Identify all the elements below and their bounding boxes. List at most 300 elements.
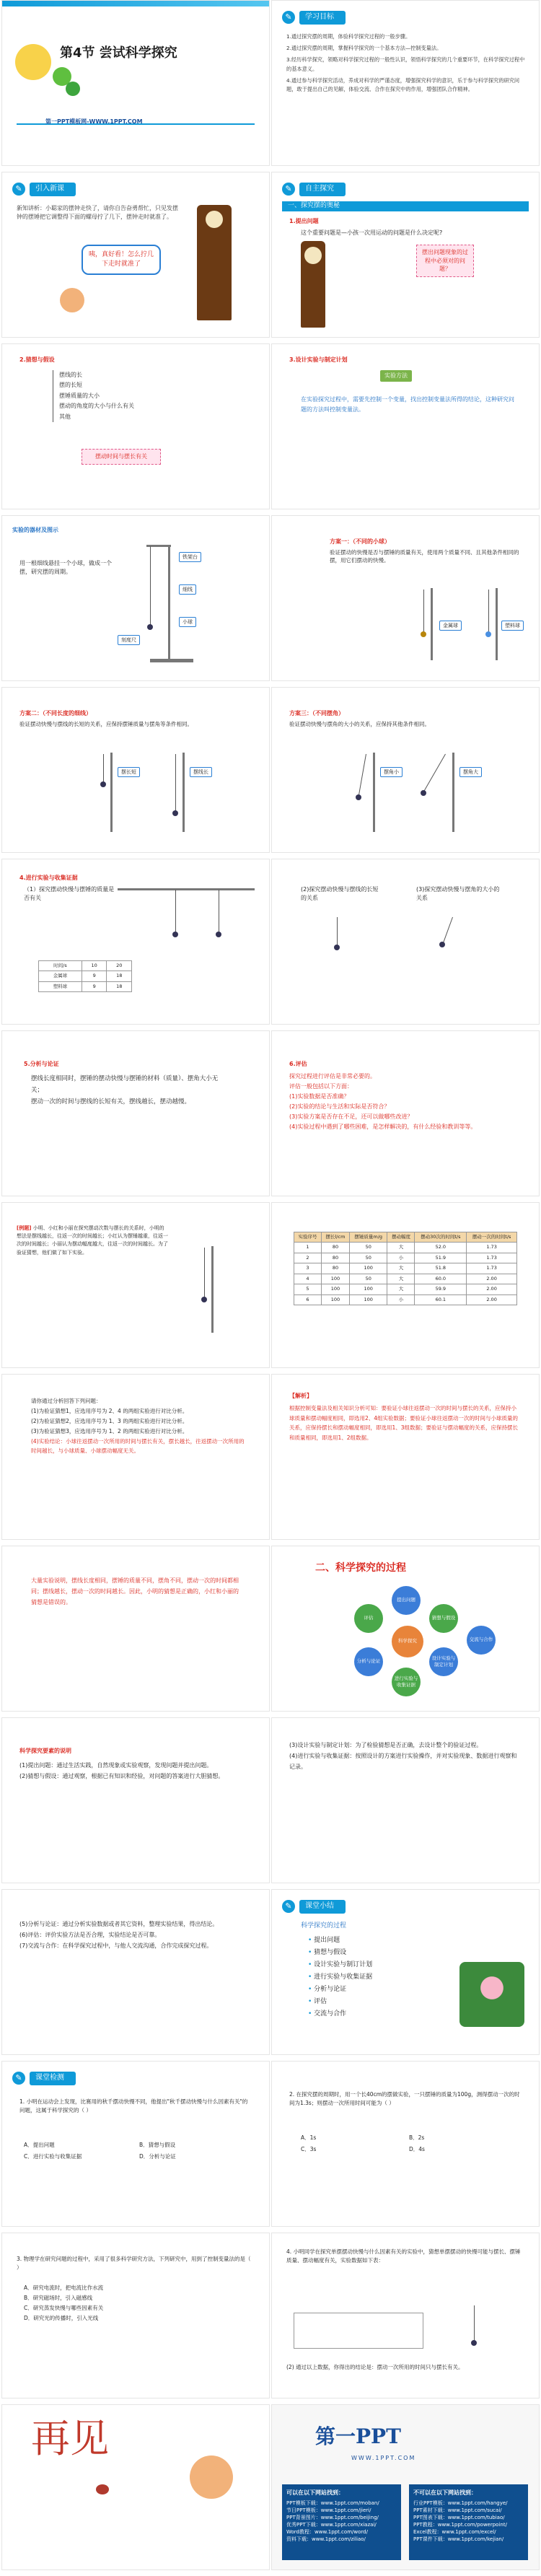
summary-list [308, 1936, 372, 2022]
table-cell: 51.9 [415, 1253, 467, 1263]
table-cell: 4 [294, 1274, 322, 1284]
lesson-title: 第4节 尝试科学探究 [60, 45, 177, 61]
string [175, 754, 176, 812]
table-row [39, 981, 132, 991]
promo-box-right [409, 2484, 528, 2560]
analysis-label: 【解析】 [289, 1393, 312, 1399]
section-header [282, 11, 346, 25]
answer-table [294, 2313, 423, 2349]
step-label: 2.猜想与假设 [19, 356, 55, 363]
promo-link[interactable]: Excel教程：www.1ppt.com/excel/ [413, 2529, 496, 2536]
slide-process [271, 1546, 540, 1712]
quiz-question: 3. 物理学在研究问题的过程中，采用了很多科学研究方法，下列研究中，用到了控制变量法的是（ ） [17, 2256, 251, 2271]
slide-goodbye [1, 2404, 270, 2570]
butterfly-icon [96, 2484, 109, 2494]
element-line: (4)进行实验与收集证据：按照设计的方案进行实验操作，并对实验现象、数据进行观察和记录。 [289, 1753, 517, 1771]
label-tag: 铁架台 [179, 552, 201, 562]
analysis-answer-text: 根据控制变量法及相关知识分析可知：要验证小球往返摆动一次的时间与摆长的关系，应保持小球质量和摆动幅度相同，即选用2、4组实验数据；要验证小球往返摆动一次的时间与小球质量的关系，应保持摆长和摆动幅度相同，即选用1、3组数据；要验证与摆动幅度的关系，应保持摆长和质量相同，即选用1、2组数据。 [289, 1405, 519, 1441]
table-row [294, 1232, 517, 1243]
table-row [294, 1274, 517, 1284]
slide-quiz-1 [1, 2061, 270, 2227]
slide-explore [271, 172, 540, 338]
hypothesis-item: 摆的长短 [59, 382, 82, 389]
promo-link[interactable]: PPT课件下载：www.1ppt.com/kejian/ [413, 2536, 504, 2543]
analysis-line: 摆动一次的时间与摆线的长短有关，摆线越长，摆动越慢。 [31, 1098, 191, 1106]
slide-title [1, 0, 270, 166]
quiz-question: 4. 小明同学在探究单摆摆动快慢与什么因素有关的实验中，猜想单摆摆动的快慢可能与摆长、摆锤质量、摆动幅度有关，实验数据如下表： [286, 2248, 521, 2264]
slide-quiz-4 [271, 2233, 540, 2398]
process-center: 科学探究 [392, 1626, 423, 1657]
table-cell: 18 [107, 981, 132, 991]
table-cell: 50 [349, 1274, 387, 1284]
promo-box-left [282, 2484, 401, 2560]
slide-row [0, 687, 541, 859]
top-band [2, 1, 269, 6]
slide-quiz-3 [1, 2233, 270, 2398]
slide-row [0, 1374, 541, 1546]
subsection-bar: 一、探究摆的奥秘 [282, 201, 529, 211]
slide-experiment [1, 859, 270, 1025]
slide-analysis-answer [271, 1374, 540, 1540]
string [423, 754, 446, 792]
label-tag: 摆角小 [380, 767, 403, 777]
slide-elements-3 [1, 1889, 270, 2055]
element-line: (2)猜想与假设：通过观察，根据已有知识和经验，对问题的答案进行大胆猜想。 [19, 1773, 224, 1780]
question-text: (3)探究摆动快慢与摆角的大小的关系 [416, 886, 500, 901]
summary-item: • 提出问题 [308, 1936, 372, 1945]
book-icon: ✎ [12, 183, 25, 196]
section-header [282, 1900, 346, 1914]
hypothesis-list [53, 370, 134, 422]
summary-item: • 交流与合作 [308, 2010, 372, 2019]
slide-plan1 [271, 515, 540, 681]
promo-link[interactable]: 资料下载：www.1ppt.com/ziliao/ [286, 2536, 366, 2543]
header-label: 课堂检测 [30, 2072, 76, 2085]
table-cell: 9 [82, 971, 107, 981]
book-icon: ✎ [282, 11, 295, 24]
stand-pole [182, 753, 185, 832]
girl-character-icon [190, 2455, 233, 2499]
table-cell: 大 [387, 1274, 415, 1284]
ball-icon [356, 794, 361, 800]
slide-goals [271, 0, 540, 166]
quiz-option: B．研究磁场时，引入磁感线 [24, 2295, 93, 2301]
table-header-cell: 摆锤质量m/g [349, 1232, 387, 1243]
string [423, 590, 424, 633]
string [175, 890, 176, 933]
label-tag: 小球 [179, 617, 196, 627]
lotus-photo [459, 1962, 524, 2027]
table-cell: 大 [387, 1284, 415, 1294]
section-header [12, 2072, 76, 2085]
table-cell: 100 [321, 1294, 349, 1305]
string [488, 590, 489, 633]
slide-row [0, 172, 541, 343]
summary-item: • 猜想与假设 [308, 1948, 372, 1958]
process-step: 分析与论证 [354, 1647, 383, 1676]
table-cell: 100 [349, 1284, 387, 1294]
table-row [39, 961, 132, 971]
slide-row [0, 1202, 541, 1374]
quiz-option: C．进行实验与收集证据 [24, 2153, 82, 2160]
table-cell: 59.9 [415, 1284, 467, 1294]
gear-icon [66, 82, 80, 96]
slide-analysis [1, 1030, 270, 1196]
plan-title: 方案三：（不同摆角） [289, 710, 344, 717]
goal-item: 4.通过参与科学探究活动，养成对科学的严谨态度，增强探究科学的意识，乐于参与科学探究的研究问题，敢于提出自己的见解，体验交流、合作在探究中的作用，增强团队合作精神。 [286, 76, 520, 93]
table-cell: 5 [294, 1284, 322, 1294]
quiz-option: D．4s [409, 2146, 425, 2152]
book-icon: ✎ [12, 2072, 25, 2085]
book-icon: ✎ [282, 1900, 295, 1913]
chapter-strip: 第一章 走进物理世界 [89, 7, 129, 12]
goodbye-text: 再见 [31, 2416, 109, 2461]
question-line: (1)为验证猜想1，应选用序号为 2、4 的两组实验进行对比分析。 [31, 1407, 188, 1414]
quiz-option: C．3s [301, 2146, 317, 2152]
label-tag: 细线 [179, 584, 196, 595]
promo-link[interactable]: PPT模板下载：www.1ppt.com/moban/ [286, 2500, 379, 2506]
hypothesis-item: 摆线的长 [59, 372, 82, 378]
step-label: 1.提出问题 [289, 218, 319, 224]
element-line: (5)分析与论证：通过分析实验数据或者其它资料，整理实验结果，得出结论。 [19, 1921, 219, 1927]
ball-icon [485, 631, 491, 637]
evaluate-line: 探究过程进行评估是非常必要的。 [289, 1073, 376, 1079]
string [337, 917, 338, 946]
header-label: 课堂小结 [299, 1900, 346, 1914]
table-cell: 大 [387, 1263, 415, 1274]
promo-box-title: 可以在以下网站找到： [286, 2489, 344, 2496]
support-beam [118, 888, 255, 890]
process-step: 评估 [354, 1604, 383, 1633]
slide-elements-2 [271, 1717, 540, 1883]
string [359, 754, 366, 797]
label-tag: 刻度尺 [118, 635, 140, 645]
slide-hypothesis [1, 343, 270, 509]
hypothesis-item: 摆锤质量的大小 [59, 392, 100, 399]
header-label: 引入新课 [30, 183, 76, 196]
section-header [12, 183, 76, 196]
quiz-option: B．2s [409, 2134, 425, 2141]
table-cell: 100 [321, 1284, 349, 1294]
slide-row [0, 859, 541, 1030]
ball-icon [201, 1297, 207, 1302]
question-line: (2)为验证猜想2，应选用序号为 1、3 的两组实验进行对比分析。 [31, 1417, 188, 1424]
ball-icon [439, 942, 445, 947]
table-cell: 1.73 [467, 1263, 517, 1274]
step-label: 实验的器材及图示 [12, 527, 58, 533]
process-step: 交流与合作 [467, 1626, 496, 1655]
evaluate-line: (2)实验的结论与生活和实际是否符合？ [289, 1103, 390, 1110]
table-header-cell: 实验序号 [294, 1232, 322, 1243]
table-cell: 2.00 [467, 1274, 517, 1284]
promo-link[interactable]: 优秀PPT下载：www.1ppt.com/xiazai/ [286, 2522, 377, 2528]
label-tag: 塑料球 [501, 621, 524, 631]
table-cell: 塑料球 [39, 981, 82, 991]
promo-link[interactable]: PPT图表下载：www.1ppt.com/tubiao/ [413, 2514, 505, 2520]
table-cell: 1.73 [467, 1253, 517, 1263]
ball-icon [216, 932, 221, 937]
stand-base [150, 659, 193, 662]
ball-icon [421, 631, 426, 637]
table-header-cell: 摆长l/cm [321, 1232, 349, 1243]
table-header-cell: 摆动一次的时间t/s [467, 1232, 517, 1243]
table-cell: 80 [321, 1263, 349, 1274]
slide-row [0, 1889, 541, 2061]
element-line: (1)提出问题：通过生活实践，自然现象或实验观察，发现问题并提出问题。 [19, 1762, 213, 1769]
ball-icon [172, 932, 178, 937]
table-row [294, 1243, 517, 1253]
quiz-option: D．分析与论证 [139, 2153, 176, 2160]
quiz-option: A．研究电流时，把电流比作水流 [24, 2284, 104, 2291]
table-cell: 3 [294, 1263, 322, 1274]
table-cell: 2 [294, 1253, 322, 1263]
slide-conclusion [1, 1546, 270, 1712]
table-cell: 20 [107, 961, 132, 971]
table-cell: 大 [387, 1243, 415, 1253]
elements-label: 科学探究要素的说明 [19, 1748, 71, 1754]
label-tag: 金属球 [439, 621, 462, 631]
table-header-cell: 摆动30次的时间t/s [415, 1232, 467, 1243]
process-title: 二、科学探究的过程 [315, 1562, 406, 1574]
label-tag: 摆长短 [118, 767, 140, 777]
table-row [294, 1294, 517, 1305]
process-step: 提出问题 [392, 1586, 421, 1615]
questions-list [31, 1396, 247, 1456]
table-cell: 小 [387, 1253, 415, 1263]
slide-questions [1, 1374, 270, 1540]
grandfather-clock-icon [301, 241, 325, 328]
book-icon: ✎ [282, 183, 295, 196]
plan-title: 方案二：（不同长度的细线） [19, 710, 92, 717]
slide-experiment-2 [271, 859, 540, 1025]
summary-item: • 评估 [308, 1997, 372, 2007]
table-cell: 60.0 [415, 1274, 467, 1284]
question-text: （1）探究摆动快慢与摆锤的质量是否有关 [24, 886, 115, 901]
plan-text: 验证摆动快慢与摆角的大小的关系，应保持其他条件相同。 [289, 721, 430, 727]
step-label: 3.设计实验与制定计划 [289, 356, 348, 363]
stand-pole [211, 1246, 214, 1333]
slide-intro [1, 172, 270, 338]
process-step: 设计实验与制定计划 [429, 1647, 458, 1676]
string [204, 1248, 205, 1298]
hint-box: 摆出问题现象的过程中必须对的问题？ [416, 245, 474, 277]
question-line: (3)为验证猜想3，应选用序号为 1、2 的两组实验进行对比分析。 [31, 1427, 188, 1434]
quiz-option: D．研究光的传播时，引入光线 [24, 2315, 99, 2321]
slide-promo [271, 2404, 540, 2570]
ball-icon [147, 624, 153, 630]
quiz-question: 1. 小明在运动会上发现，比赛用的秋千摆动快慢不同，他提出"秋千摆动快慢与什么因素有关"的问题，这属于科学探究的（ ） [19, 2098, 248, 2113]
goal-item: 3.经历科学探究，领略对科学探究过程的一般性认识，领悟科学探究的几个重要环节，在科学探究过程中的基本意义。 [286, 56, 525, 72]
string [150, 546, 151, 626]
evaluate-line: (1)实验数据是否准确？ [289, 1093, 350, 1100]
example-label: [例题] [17, 1225, 32, 1231]
table-cell: 50 [349, 1253, 387, 1263]
process-step: 进行实验与收集证据 [392, 1668, 421, 1696]
example-body: 小明、小红和小丽在探究摆动次数与摆长的关系时，小明的想法是摆线越长，往返一次的时间越长；小红认为摆锤越重，往返一次的时间越长；小丽认为摆动幅度越大，往返一次的时间越长。为了验证猜想，他们做了如下实验。 [17, 1225, 168, 1256]
slide-evaluate [271, 1030, 540, 1196]
table-cell: 51.8 [415, 1263, 467, 1274]
slide-row [0, 515, 541, 687]
summary-subtitle: 科学探究的过程 [301, 1922, 347, 1929]
question-line: (4)实验结论：小球往返摆动一次所用的时间与摆长有关，摆长越长，往返摆动一次所用的时间越长，与小球质量、小球摆动幅度无关。 [31, 1437, 245, 1455]
girl-character-icon [15, 44, 51, 80]
stand-pole [373, 753, 375, 832]
evaluate-list [289, 1072, 522, 1132]
plan-text: 验证摆动快慢与摆线的长短的关系，应保持摆锤质量与摆角等条件相同。 [19, 721, 193, 727]
ball-icon [100, 781, 106, 787]
table-row [294, 1263, 517, 1274]
label-tag: 摆角大 [459, 767, 482, 777]
slide-summary [271, 1889, 540, 2055]
stand-pole [452, 753, 454, 832]
promo-box-title: 不可以在以下网站找到： [413, 2489, 477, 2496]
site-text: 第一PPT模板网-WWW.1PPT.COM [45, 118, 143, 125]
speech-bubble: 咦，真好看！怎么拧几下走时就准了 [82, 245, 161, 275]
string [474, 2305, 475, 2341]
stand-pole [496, 588, 498, 660]
table-cell: 1.73 [467, 1243, 517, 1253]
slide-row [0, 2404, 541, 2576]
table-cell: 18 [107, 971, 132, 981]
table-cell: 52.0 [415, 1243, 467, 1253]
equipment-text: 用一根细线悬挂一个小球，做成一个摆，研究摆的周期。 [19, 560, 112, 575]
table-cell: 9 [82, 981, 107, 991]
quiz-option: A．1s [301, 2134, 317, 2141]
conclusion-text: 大量实验说明，摆线长度相同，摆锤的质量不同，摆角不同，摆动一次的时间都相同；摆线越长，摆动一次的时间越长。因此，小明的猜想是正确的，小红和小丽的猜想是错误的。 [31, 1577, 239, 1606]
table-cell: 50 [349, 1243, 387, 1253]
table-cell: 80 [321, 1243, 349, 1253]
slide-plan2 [1, 687, 270, 853]
slide-plan3 [271, 687, 540, 853]
slide-row [0, 1717, 541, 1889]
hint-box: 摆动时间与摆长有关 [82, 449, 161, 465]
string [442, 917, 453, 945]
step-label: 6.评估 [289, 1061, 307, 1067]
method-tag: 实验方法 [380, 370, 412, 382]
quiz-question: 2. 在探究摆的周期时，用一个长40cm的摆做实验，一只摆锤的质量为100g，测得摆动一次的时间为1.3s；则摆动一次所用时间可能为（ ） [289, 2091, 520, 2106]
table-cell: 60.1 [415, 1294, 467, 1305]
slide-row [0, 1030, 541, 1202]
goals-list [286, 32, 526, 97]
slide-row [0, 0, 541, 172]
stand-pole [431, 588, 433, 660]
summary-item: • 分析与论证 [308, 1985, 372, 1994]
table-cell: 金属球 [39, 971, 82, 981]
promo-link[interactable]: PPT教程：www.1ppt.com/powerpoint/ [413, 2522, 507, 2528]
table-cell: 2.00 [467, 1294, 517, 1305]
intro-text: 新知讲析：小聪家的摆钟走快了，请你自告奋勇帮忙，只见发摆钟的摆锤把它调整得下面的螺母拧了几下，摆钟走时就准了。 [17, 205, 178, 220]
slide-quiz-2 [271, 2061, 540, 2227]
promo-link[interactable]: 行业PPT模板：www.1ppt.com/hangye/ [413, 2500, 508, 2506]
table-cell: 2.00 [467, 1284, 517, 1294]
hypothesis-item: 摆动的角度的大小与什么有关 [59, 403, 134, 410]
table-cell: 1 [294, 1243, 322, 1253]
design-text: 在实验探究过程中，需要先控制一个变量，找出控制变量法所得的结论，这种研究问题的方法叫控制变量法。 [301, 396, 514, 413]
question-text: 这个重要问题是—小孩一次用运动的问题是什么决定呢? [301, 229, 443, 236]
elements-list [19, 1760, 252, 1782]
stand-pole [168, 545, 170, 660]
question-text: (2)探究摆动快慢与摆线的长短的关系 [301, 886, 379, 901]
quiz-option: A．提出问题 [24, 2142, 55, 2148]
header-label: 学习目标 [299, 11, 346, 25]
table-cell: 小 [387, 1294, 415, 1305]
evaluate-line: 评估一般包括以下方面： [289, 1083, 353, 1090]
element-line: (3)设计实验与制定计划：为了检验猜想是否正确，去设计整个的验证过程。 [289, 1742, 483, 1748]
hypothesis-item: 其他 [59, 413, 71, 420]
table-cell: 80 [321, 1253, 349, 1263]
stand-pole [110, 753, 113, 832]
promo-url: WWW.1PPT.COM [351, 2455, 416, 2461]
slide-row [0, 2233, 541, 2404]
slide-elements-1 [1, 1717, 270, 1883]
slide-row [0, 343, 541, 515]
ball-icon [471, 2340, 477, 2346]
data-table [38, 960, 132, 992]
promo-link[interactable]: PPT背景图片：www.1ppt.com/beijing/ [286, 2514, 379, 2520]
quiz-answer: (2) 通过以上数据，你得出的结论是：摆动一次所用的时间只与摆长有关。 [286, 2364, 464, 2370]
slide-equipment [1, 515, 270, 681]
grandfather-clock-icon [197, 205, 232, 320]
ball-icon [334, 945, 340, 950]
ball-icon [172, 810, 178, 816]
goal-item: 1.通过探究摆的周期，体验科学探究过程的一般步骤。 [286, 33, 411, 40]
quiz-option: C．研究蒸发快慢与哪些因素有关 [24, 2305, 104, 2311]
evaluate-line: (4)实验过程中遇到了哪些困难，是怎样解决的，有什么经验和教训等等。 [289, 1123, 477, 1130]
process-step: 猜想与假设 [429, 1604, 458, 1633]
evaluate-line: (3)实验方案是否存在不足，还可以做哪些改进？ [289, 1113, 413, 1120]
plan-title: 方案一：（不同的小球） [330, 538, 390, 545]
element-line: (6)评估：评价实验方法是否合理，实验结论是否可靠。 [19, 1932, 161, 1939]
quiz-option: B．猜想与假设 [139, 2142, 176, 2148]
table-row [294, 1284, 517, 1294]
slide-design [271, 343, 540, 509]
example-text [17, 1225, 168, 1257]
slide-row [0, 1546, 541, 1717]
table-cell: 100 [349, 1263, 387, 1274]
table-cell: 10 [82, 961, 107, 971]
table-cell: 时间/s [39, 961, 82, 971]
table-cell: 6 [294, 1294, 322, 1305]
slide-example-table [271, 1202, 540, 1368]
goal-item: 2.通过探究摆的周期，掌握科学探究的一个基本方法—控制变量法。 [286, 45, 442, 52]
child-character-icon [60, 288, 84, 312]
table-header-cell: 摆动幅度 [387, 1232, 415, 1243]
label-tag: 摆线长 [190, 767, 212, 777]
promo-link[interactable]: PPT素材下载：www.1ppt.com/sucai/ [413, 2507, 502, 2513]
plan-text: 验证摆动的快慢是否与摆锤的质量有关，使用两个质量不同、且其他条件相同的摆，用它们摆动的快慢。 [330, 549, 519, 564]
step-label: 4.进行实验与收集证据 [19, 875, 78, 881]
summary-item: • 设计实验与制订计划 [308, 1961, 372, 1970]
summary-item: • 进行实验与收集证据 [308, 1973, 372, 1982]
data-table [294, 1232, 517, 1305]
section-header [282, 183, 346, 196]
step-label: 5.分析与论证 [24, 1061, 59, 1067]
promo-logo: 第一PPT [315, 2424, 401, 2448]
analysis-text [31, 1073, 226, 1108]
elements-list [289, 1740, 522, 1773]
slide-example [1, 1202, 270, 1368]
promo-link[interactable]: Word教程：www.1ppt.com/word/ [286, 2529, 368, 2536]
elements-list [19, 1919, 252, 1952]
header-label: 自主探究 [299, 183, 346, 196]
promo-link[interactable]: 节日PPT模板：www.1ppt.com/jieri/ [286, 2507, 371, 2513]
element-line: (7)交流与合作：在科学探究过程中，与他人交流沟通，合作完成探究过程。 [19, 1942, 213, 1950]
table-cell: 100 [321, 1274, 349, 1284]
slide-row [0, 2061, 541, 2233]
analysis-line: 摆线长度相同时，摆锤的摆动快慢与摆锤的材料（质量）、摆角大小无关； [31, 1075, 219, 1095]
table-row [294, 1253, 517, 1263]
ball-icon [421, 790, 426, 796]
